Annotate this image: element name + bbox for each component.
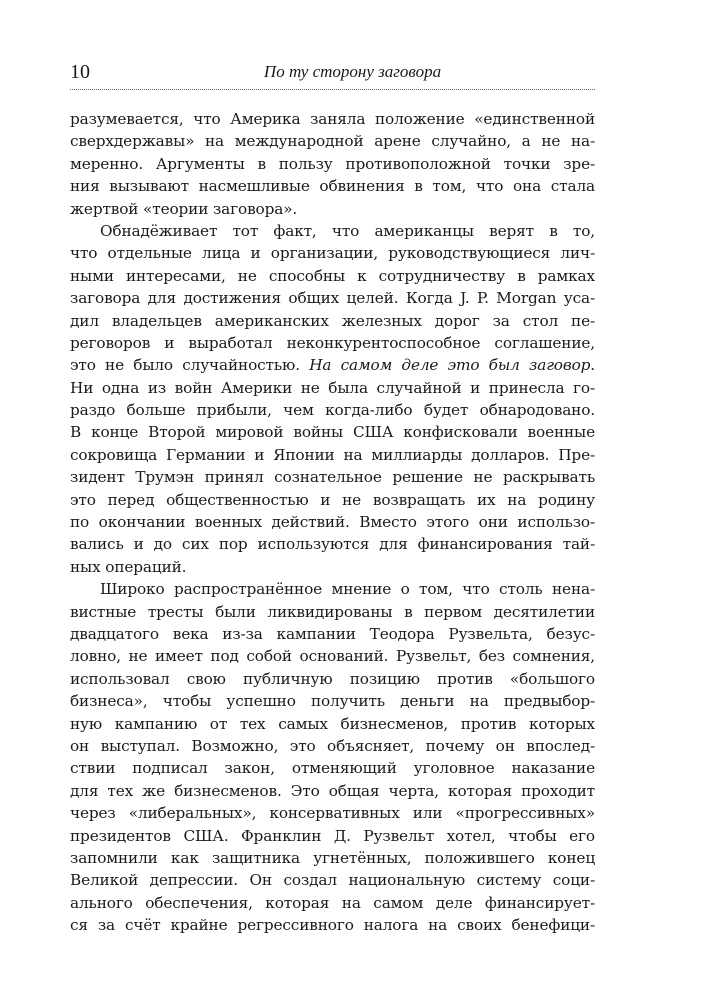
text-line: сокровища Германии и Японии на миллиарды долларов. Пре- (70, 445, 595, 464)
text-line: вистные тресты были ликвидированы в первом десятилетии (70, 602, 595, 621)
italic-emphasis: На самом деле это был заговор. (309, 356, 595, 375)
text-line: Великой депрессии. Он создал национальную систему соци- (70, 871, 595, 890)
text-line: Широко распространённое мнение о том, что столь нена- (100, 580, 595, 599)
text-line: президентов США. Франклин Д. Рузвельт хотел, чтобы его (70, 826, 595, 845)
text-line: ния вызывают насмешливые обвинения в том, что она стала (70, 177, 595, 196)
text-line: В конце Второй мировой войны США конфисковали военные (70, 423, 595, 442)
text-line: жертвой «теории заговора». (70, 199, 298, 218)
page-number: 10 (70, 61, 90, 83)
text-line: ловно, не имеет под собой оснований. Рузвельт, без сомнения, (70, 647, 595, 666)
running-title: По ту сторону заговора (263, 62, 442, 81)
text-segment: это не было случайностью. (70, 356, 310, 375)
text-line: Ни одна из войн Америки не была случайной и принесла го- (70, 378, 595, 397)
text-line: это перед общественностью и не возвращать их на родину (70, 490, 595, 509)
page-header (70, 58, 595, 86)
body-text (70, 108, 595, 936)
paragraph (70, 108, 595, 220)
text-line: для тех же бизнесменов. Это общая черта, которая проходит (70, 781, 595, 800)
text-line: реговоров и выработал неконкурентоспособное соглашение, (70, 333, 595, 352)
text-line: ального обеспечения, которая на самом деле финансирует- (70, 893, 595, 912)
text-line: бизнеса», чтобы успешно получить деньги на предвыбор- (70, 692, 595, 711)
text-line: ных операций. (70, 557, 187, 576)
text-line: разумевается, что Америка заняла положение «единственной (70, 110, 595, 128)
text-line: он выступал. Возможно, это объясняет, почему он впослед- (70, 736, 595, 755)
text-line: ную кампанию от тех самых бизнесменов, против которых (70, 714, 595, 733)
header-divider (70, 89, 595, 90)
text-line: Обнадёживает тот факт, что американцы верят в то, (100, 221, 595, 240)
paragraph (70, 220, 595, 578)
text-line: зидент Трумэн принял сознательное решение не раскрывать (70, 468, 595, 487)
text-line: дил владельцев американских железных дорог за стол пе- (70, 311, 595, 330)
text-line: что отдельные лица и организации, руководствующиеся лич- (70, 244, 595, 263)
text-line: заговора для достижения общих целей. Когда J. P. Morgan уса- (70, 289, 595, 308)
text-line: использовал свою публичную позицию против «большого (70, 669, 595, 688)
text-line: раздо больше прибыли, чем когда-либо будет обнародовано. (70, 401, 595, 420)
text-line: сверхдержавы» на международной арене случайно, а не на- (70, 132, 595, 151)
text-line (70, 354, 595, 376)
text-line: запомнили как защитника угнетённых, положившего конец (70, 848, 595, 867)
text-line: ствии подписал закон, отменяющий уголовное наказание (70, 759, 595, 778)
text-line: ными интересами, не способны к сотрудничеству в рамках (70, 266, 595, 285)
text-line: через «либеральных», консервативных или «прогрессивных» (70, 804, 595, 823)
text-line: меренно. Аргументы в пользу противоположной точки зре- (70, 154, 595, 173)
text-line: ся за счёт крайне регрессивного налога на своих бенефици- (70, 916, 595, 935)
text-line: двадцатого века из-за кампании Теодора Рузвельта, безус- (70, 624, 595, 643)
text-line: по окончании военных действий. Вместо этого они использо- (70, 513, 595, 532)
paragraph (70, 578, 595, 936)
text-line: вались и до сих пор используются для финансирования тай- (70, 535, 595, 554)
